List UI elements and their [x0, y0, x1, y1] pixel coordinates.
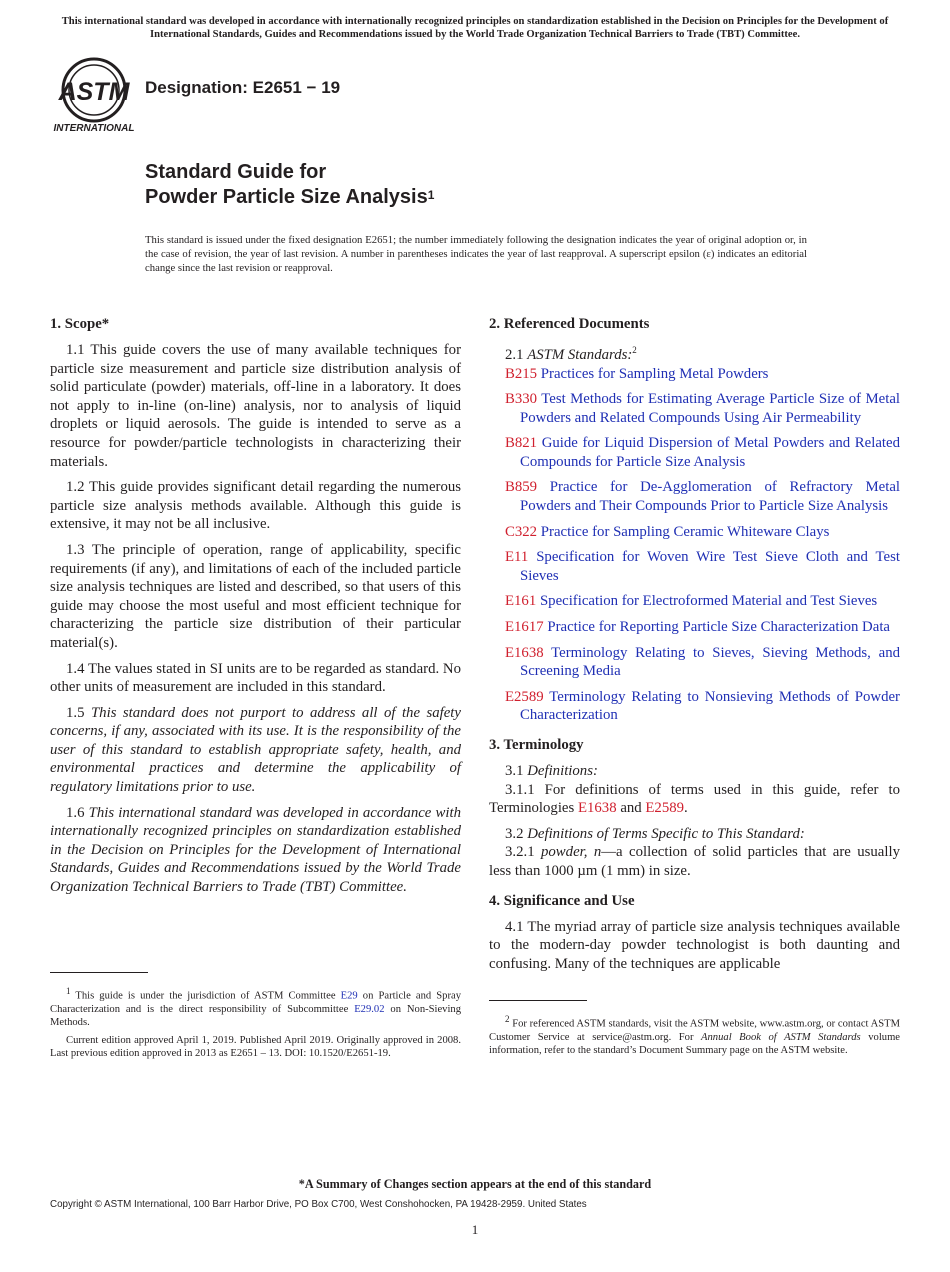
scope-1-5: 1.5 This standard does not purport to address all of the safety concerns, if any, associated with its use. It is the responsibility of the user of this standard to establish appropriate safety, health, and environmental practices and determine the applicability of regulatory limitations prior to use.	[50, 704, 461, 796]
page-number: 1	[471, 1222, 479, 1237]
footnote-1-edition: Current edition approved April 1, 2019. Published April 2019. Originally approved in 2008. Last previous edition approved in 2013 as E2651 – 13. DOI: 10.1520/E2651-19.	[50, 1034, 461, 1060]
footnote-divider	[489, 1000, 587, 1001]
footnote-1-text: $^1$ This guide is under the jurisdiction of ASTM Committee E29 on Particle and Spray Characterization and is the direct responsibility of Subcommittee E29.02 on Non-Sieving Methods.	[50, 986, 462, 1029]
scope-1-1: 1.1 This guide covers the use of many available techniques for particle size measurement and particle size distribution analysis of solid particulate (powder) materials, off-line in a laboratory. It does not apply to in-line (on-line) analysis, nor to analysis of liquid droplets or liquid aerosols. The guide is intended to serve as a resource for powder/particle technologists in characterizing their materials.	[50, 342, 461, 470]
copyright: Copyright © ASTM International, 100 Barr Harbor Drive, PO Box C700, West Conshohocken, PA 19428-2959. United States	[50, 1199, 587, 1210]
terminology-heading: 3. Terminology	[489, 737, 584, 754]
terminology-3-2-1: 3.2.1 powder, n—a collection of solid particles that are usually less than 1000 µm (1 mm) in size.	[489, 844, 900, 879]
footnote-2	[489, 1013, 900, 1062]
tbt-notice: This international standard was developed in accordance with internationally recognized principles on standardization established in the Decision on Principles for the Development of International Standards, Guides and Recommendations issued by the World Trade Organization Technical Barriers to Trade (TBT) Committee.	[61, 16, 889, 40]
significance-4-1: 4.1 The myriad array of particle size analysis techniques available to the modern-day powder technologist is both daunting and confusing. Many of the techniques are applicable	[489, 918, 900, 972]
footnote-1	[50, 985, 461, 1065]
ref-item[interactable]: E11 Specification for Woven Wire Test Sieve Cloth and Test Sieves	[505, 549, 900, 584]
ref-item[interactable]: E1638 Terminology Relating to Sieves, Sieving Methods, and Screening Media	[505, 644, 900, 680]
document-title	[145, 160, 434, 210]
link-e29-02[interactable]: E29.02	[354, 1003, 385, 1015]
ref-item[interactable]: B859 Practice for De-Agglomeration of Refractory Metal Powders and Their Compounds Prior to Particle Size Analysis	[505, 479, 901, 515]
title-line-1: Standard Guide for	[145, 161, 327, 183]
link-e2589[interactable]: E2589	[645, 800, 685, 817]
ref-item[interactable]: B330 Test Methods for Estimating Average Particle Size of Metal Powders and Related Compounds Using Air Permeability	[505, 391, 900, 426]
designation: Designation: E2651 − 19	[145, 78, 341, 97]
scope-heading: 1. Scope*	[50, 316, 110, 332]
footnote-divider	[50, 972, 148, 973]
terminology-3-2: 3.2 Definitions of Terms Specific to This Standard:	[505, 825, 805, 842]
significance-heading: 4. Significance and Use	[489, 892, 635, 909]
scope-1-2: 1.2 This guide provides significant detail regarding the numerous particle size analysis methods available. Although this guide is extensive, it may not be all inclusive.	[50, 479, 461, 533]
terminology-3-1-1: 3.1.1 For definitions of terms used in this guide, refer to Terminologies E1638 and E2589.	[489, 781, 900, 817]
ref-item[interactable]: E161 Specification for Electroformed Material and Test Sieves	[505, 593, 878, 610]
logo-subtext: INTERNATIONAL	[53, 123, 135, 134]
referenced-documents-heading: 2. Referenced Documents	[489, 316, 650, 332]
terminology-3-1: 3.1 Definitions:	[505, 763, 598, 780]
referenced-documents-list	[489, 365, 900, 726]
astm-logo-icon	[52, 56, 136, 134]
ref-item[interactable]: E2589 Terminology Relating to Nonsieving Methods of Powder Characterization	[505, 688, 900, 724]
link-e29[interactable]: E29	[340, 990, 358, 1002]
logo-text: ASTM	[58, 78, 130, 106]
link-e1638[interactable]: E1638	[577, 800, 617, 817]
issuance-statement: This standard is issued under the fixed designation E2651; the number immediately following the designation indicates the year of original adoption or, in the case of revision, the year of last revision. A number in parentheses indicates the year of last reapproval. A superscript epsilon (ε) indicates an editorial change since the last revision or reapproval.	[145, 234, 807, 274]
ref-item[interactable]: B215 Practices for Sampling Metal Powders	[505, 365, 769, 382]
scope-1-6: 1.6 This international standard was developed in accordance with internationally recognized principles on standardization established in the Decision on Principles for the Development of International Standards, Guides and Recommendations issued by the World Trade Organization Technical Barriers to Trade (TBT) Committee.	[50, 804, 461, 896]
scope-1-3: 1.3 The principle of operation, range of applicability, specific requirements (if any), and limitations of each of the included particle size analysis techniques are listed and described, so that users of this guide may choose the most useful and most efficient technique for characterizing the particle size distribution of their particular material(s).	[50, 541, 461, 651]
ref-item[interactable]: E1617 Practice for Reporting Particle Size Characterization Data	[505, 619, 890, 636]
footnote-2-text: $^2$ For referenced ASTM standards, visit the ASTM website, www.astm.org, or contact ASTM Customer Service at service@astm.org. For Annual Book of ASTM Standards volume information, refer to the standard’s Document Summary page on the ASTM website.	[489, 1014, 901, 1057]
title-footnote-mark: 1	[427, 188, 435, 202]
summary-of-changes-note: *A Summary of Changes section appears at the end of this standard	[298, 1177, 652, 1191]
ref-item[interactable]: B821 Guide for Liquid Dispersion of Metal Powders and Related Compounds for Particle Size Analysis	[505, 435, 900, 470]
astm-standards-label: 2.1 ASTM Standards:$^2$	[505, 345, 637, 363]
ref-item[interactable]: C322 Practice for Sampling Ceramic Whiteware Clays	[505, 523, 830, 540]
right-column	[489, 314, 900, 980]
scope-1-4: 1.4 The values stated in SI units are to be regarded as standard. No other units of measurement are included in this standard.	[50, 660, 461, 696]
left-column	[50, 314, 461, 904]
title-line-2: Powder Particle Size Analysis$^1$	[145, 186, 435, 208]
